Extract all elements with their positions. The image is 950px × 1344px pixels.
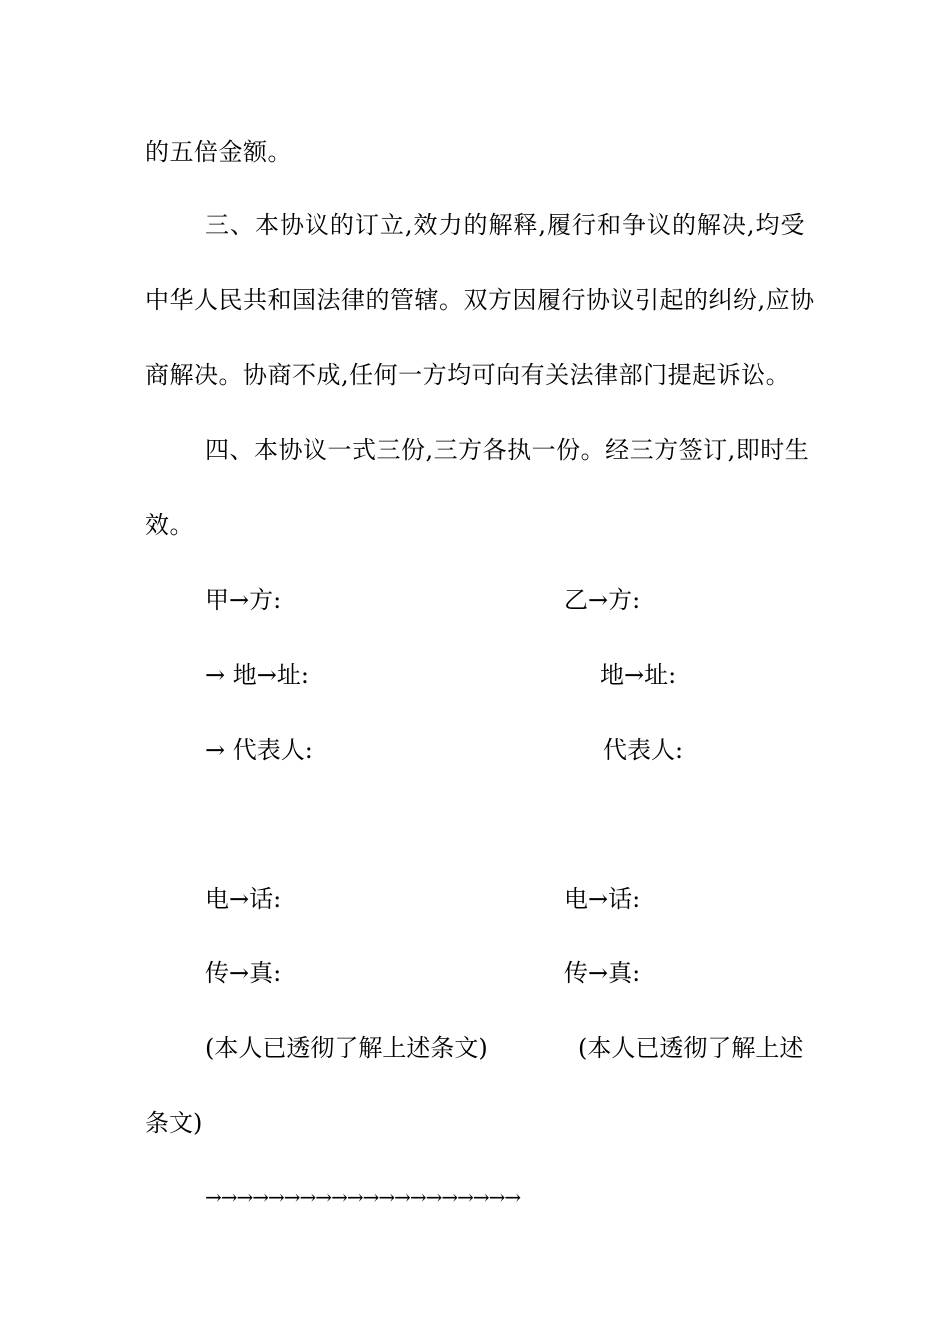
acknowledgement-b-line-1: (本人已透彻了解上述 (578, 1034, 804, 1062)
phone-b-label: 电→话: (564, 885, 641, 913)
acknowledgement-b-line-2: 条文) (145, 1109, 203, 1137)
clause-3-line-2: 中华人民共和国法律的管辖。双方因履行协议引起的纠纷,应协 (145, 286, 815, 314)
fax-b-label: 传→真: (564, 959, 641, 987)
clause-3-line-3: 商解决。协商不成,任何一方均可向有关法律部门提起诉讼。 (145, 361, 791, 389)
clause-3-line-1: 三、本协议的订立,效力的解释,履行和争议的解决,均受 (205, 211, 805, 239)
representative-a-label: → 代表人: (205, 736, 313, 764)
party-a-label: 甲→方: (205, 586, 282, 614)
phone-a-label: 电→话: (205, 885, 282, 913)
clause-4-line-2: 效。 (145, 511, 194, 539)
clause-4-line-1: 四、本协议一式三份,三方各执一份。经三方签订,即时生 (205, 436, 810, 464)
address-a-label: → 地→址: (205, 661, 309, 689)
representative-b-label: 代表人: (603, 736, 684, 764)
acknowledgement-a: (本人已透彻了解上述条文) (205, 1034, 488, 1062)
address-b-label: 地→址: (600, 661, 677, 689)
signature-tab-line: →→→→→→→→→→→→→→→→→→→→ (205, 1185, 521, 1209)
party-b-label: 乙→方: (564, 586, 641, 614)
paragraph-text: 的五倍金额。 (145, 138, 292, 166)
fax-a-label: 传→真: (205, 959, 282, 987)
